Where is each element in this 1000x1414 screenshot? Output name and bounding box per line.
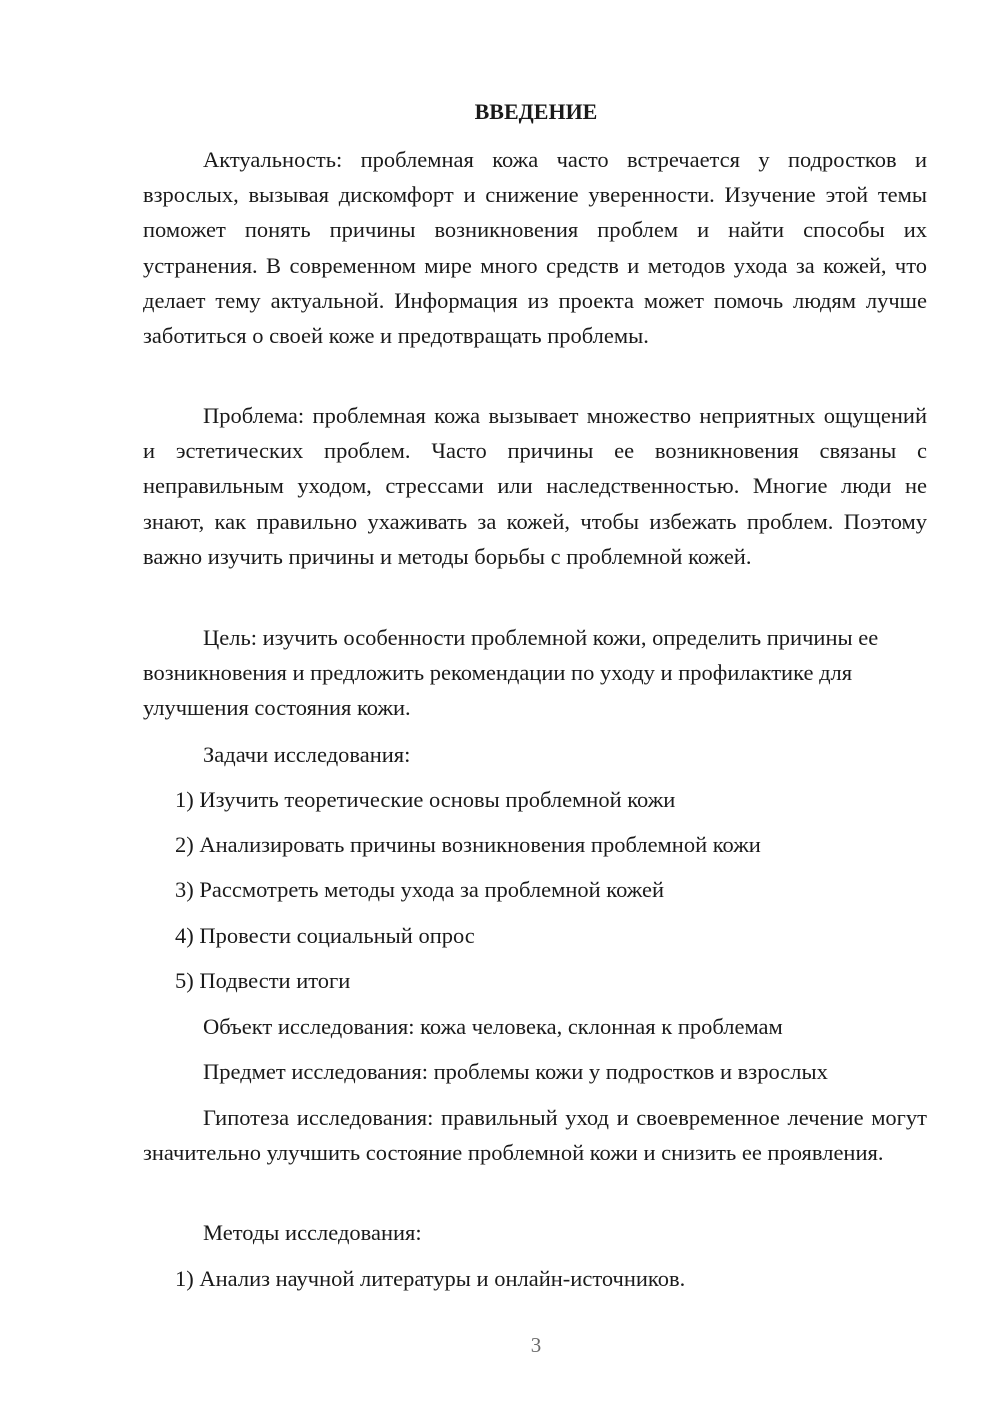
relevance-paragraph: Актуальность: проблемная кожа часто встречается у подростков и взрослых, вызывая дискомфорт и снижение уверенности. Изучение этой темы поможет понять причины возникновения проблем и найти способы их устранения. В современном мире много средств и методов ухода за кожей, что делает тему актуальной. Информация из проекта может помочь людям лучше заботиться о своей коже и предотвращать проблемы. (143, 147, 927, 349)
research-object: Объект исследования: кожа человека, склонная к проблемам (203, 1014, 783, 1039)
page-title: ВВЕДЕНИЕ (474, 99, 598, 124)
task-item: 3) Рассмотреть методы ухода за проблемной кожей (175, 877, 665, 902)
task-item: 1) Изучить теоретические основы проблемной кожи (175, 787, 676, 812)
page-number: 3 (530, 1333, 542, 1357)
task-item: 4) Провести социальный опрос (175, 923, 475, 948)
hypothesis-paragraph: Гипотеза исследования: правильный уход и своевременное лечение могут значительно улучшить состояние проблемной кожи и снизить ее проявления. (143, 1105, 927, 1166)
task-item: 2) Анализировать причины возникновения проблемной кожи (175, 832, 761, 857)
tasks-heading: Задачи исследования: (203, 742, 411, 767)
method-item: 1) Анализ научной литературы и онлайн-источников. (175, 1266, 686, 1291)
goal-paragraph: Цель: изучить особенности проблемной кожи, определить причины ее возникновения и предложить рекомендации по уходу и профилактике для улучшения состояния кожи. (143, 625, 879, 721)
research-subject: Предмет исследования: проблемы кожи у подростков и взрослых (203, 1059, 828, 1084)
task-item: 5) Подвести итоги (175, 968, 351, 993)
problem-paragraph: Проблема: проблемная кожа вызывает множество неприятных ощущений и эстетических проблем. Часто причины ее возникновения связаны с неправильным уходом, стрессами или наследственностью. Многие люди не знают, как правильно ухаживать за кожей, чтобы избежать проблем. Поэтому важно изучить причины и методы борьбы с проблемной кожей. (143, 403, 927, 569)
methods-heading: Методы исследования: (203, 1220, 422, 1245)
